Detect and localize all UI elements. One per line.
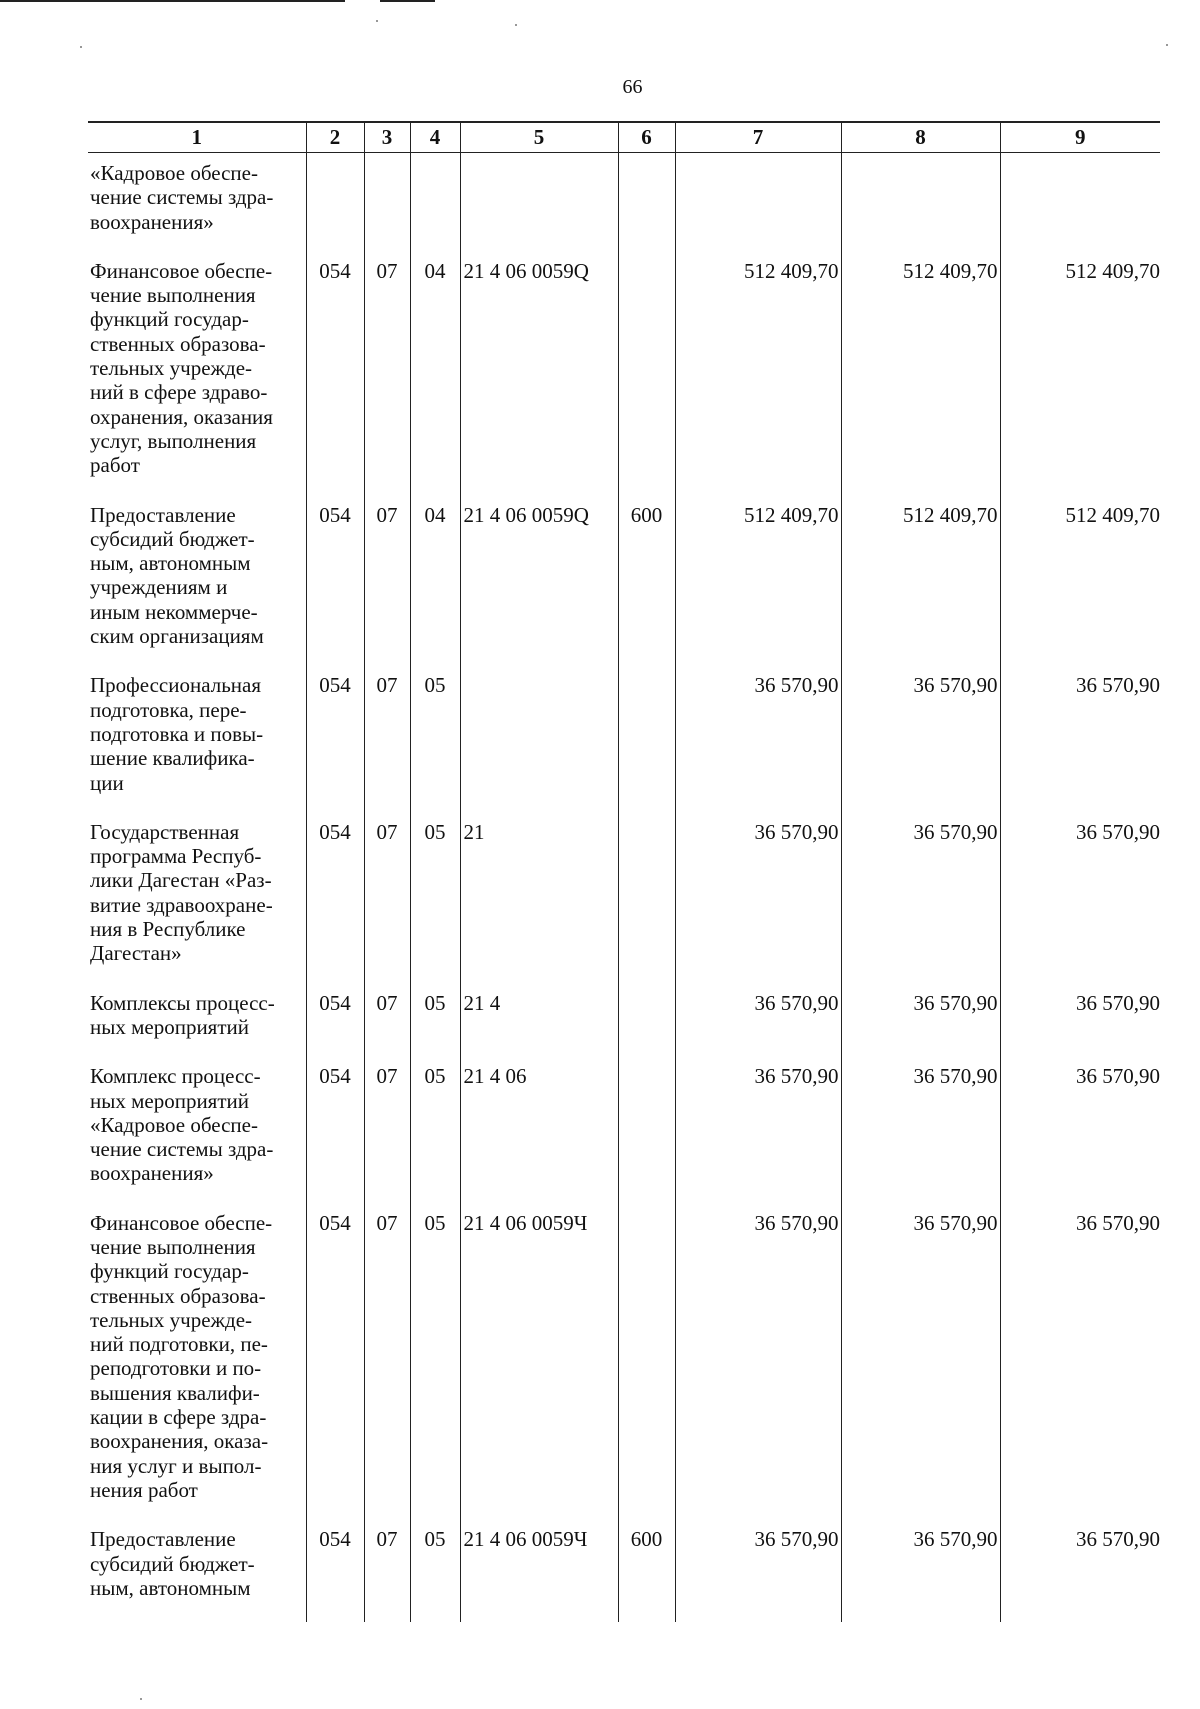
ministry-code: 054	[306, 1524, 364, 1622]
item-name: Комплексы процесс- ных мероприятий	[88, 988, 306, 1062]
target-article-code: 21 4 06 0059Q	[460, 500, 618, 671]
table-row	[88, 256, 1160, 500]
section-code: 07	[364, 988, 410, 1062]
subsection-code	[410, 153, 460, 256]
ministry-code: 054	[306, 256, 364, 500]
subsection-code: 04	[410, 256, 460, 500]
subsection-code: 05	[410, 670, 460, 816]
amount-year-1: 512 409,70	[675, 500, 841, 671]
amount-year-3: 36 570,90	[1000, 670, 1160, 816]
ministry-code: 054	[306, 988, 364, 1062]
item-name: Финансовое обеспе- чение выполнения функций государ- ственных образова- тельных учрежде- ний в сфере здраво- охранения, оказания услуг, выполнения работ	[88, 256, 306, 500]
scan-edge-line	[0, 0, 345, 2]
table-row	[88, 153, 1160, 256]
amount-year-1: 36 570,90	[675, 817, 841, 988]
target-article-code: 21	[460, 817, 618, 988]
amount-year-2: 36 570,90	[841, 1061, 1000, 1207]
amount-year-1: 512 409,70	[675, 256, 841, 500]
section-code: 07	[364, 256, 410, 500]
expense-type-code: 600	[618, 500, 675, 671]
table-row	[88, 988, 1160, 1062]
column-header: 6	[618, 122, 675, 153]
amount-year-2: 512 409,70	[841, 256, 1000, 500]
amount-year-3: 36 570,90	[1000, 1524, 1160, 1622]
table-row	[88, 1524, 1160, 1622]
subsection-code: 05	[410, 988, 460, 1062]
expense-type-code	[618, 153, 675, 256]
amount-year-3: 36 570,90	[1000, 1061, 1160, 1207]
section-code: 07	[364, 500, 410, 671]
column-header: 3	[364, 122, 410, 153]
amount-year-3: 36 570,90	[1000, 988, 1160, 1062]
item-name: Комплекс процесс- ных мероприятий «Кадровое обеспе- чение системы здра- воохранения»	[88, 1061, 306, 1207]
subsection-code: 04	[410, 500, 460, 671]
amount-year-3: 512 409,70	[1000, 500, 1160, 671]
item-name: Финансовое обеспе- чение выполнения функций государ- ственных образова- тельных учрежде- ний подготовки, пе- реподготовки и по- вышения квалифи- кации в сфере здра- воохранения, оказа- ния услуг и выпол- нения работ	[88, 1208, 306, 1525]
item-name: Профессиональная подготовка, пере- подготовка и повы- шение квалифика- ции	[88, 670, 306, 816]
scan-speck	[80, 46, 82, 48]
expense-type-code	[618, 988, 675, 1062]
expense-type-code	[618, 817, 675, 988]
scan-edge-line	[380, 0, 435, 2]
amount-year-2: 512 409,70	[841, 500, 1000, 671]
table-row	[88, 817, 1160, 988]
amount-year-2: 36 570,90	[841, 817, 1000, 988]
amount-year-1: 36 570,90	[675, 1061, 841, 1207]
ministry-code: 054	[306, 500, 364, 671]
amount-year-2: 36 570,90	[841, 988, 1000, 1062]
target-article-code	[460, 153, 618, 256]
amount-year-2: 36 570,90	[841, 1524, 1000, 1622]
subsection-code: 05	[410, 1524, 460, 1622]
amount-year-1	[675, 153, 841, 256]
scan-speck	[376, 20, 378, 22]
table-body	[88, 153, 1160, 1623]
ministry-code: 054	[306, 817, 364, 988]
amount-year-2: 36 570,90	[841, 1208, 1000, 1525]
table-row	[88, 500, 1160, 671]
expense-type-code: 600	[618, 1524, 675, 1622]
expense-type-code	[618, 256, 675, 500]
scan-speck	[1166, 44, 1168, 46]
table-row	[88, 670, 1160, 816]
column-header: 4	[410, 122, 460, 153]
scan-speck	[515, 24, 517, 26]
target-article-code: 21 4	[460, 988, 618, 1062]
amount-year-1: 36 570,90	[675, 988, 841, 1062]
ministry-code: 054	[306, 670, 364, 816]
table-row	[88, 1208, 1160, 1525]
target-article-code: 21 4 06 0059Ч	[460, 1524, 618, 1622]
item-name: Предоставление субсидий бюджет- ным, автономным	[88, 1524, 306, 1622]
page-number: 66	[622, 76, 643, 98]
ministry-code	[306, 153, 364, 256]
column-header: 8	[841, 122, 1000, 153]
amount-year-3: 36 570,90	[1000, 817, 1160, 988]
column-header: 5	[460, 122, 618, 153]
subsection-code: 05	[410, 1208, 460, 1525]
scan-speck	[140, 1698, 142, 1700]
section-code	[364, 153, 410, 256]
header-row	[88, 122, 1160, 153]
section-code: 07	[364, 1061, 410, 1207]
ministry-code: 054	[306, 1208, 364, 1525]
amount-year-3: 512 409,70	[1000, 256, 1160, 500]
amount-year-3	[1000, 153, 1160, 256]
amount-year-2: 36 570,90	[841, 670, 1000, 816]
amount-year-1: 36 570,90	[675, 1524, 841, 1622]
amount-year-3: 36 570,90	[1000, 1208, 1160, 1525]
amount-year-1: 36 570,90	[675, 670, 841, 816]
item-name: Государственная программа Респуб- лики Дагестан «Раз- витие здравоохране- ния в Республике Дагестан»	[88, 817, 306, 988]
amount-year-2	[841, 153, 1000, 256]
expense-type-code	[618, 670, 675, 816]
section-code: 07	[364, 1208, 410, 1525]
column-header: 7	[675, 122, 841, 153]
section-code: 07	[364, 817, 410, 988]
target-article-code: 21 4 06 0059Q	[460, 256, 618, 500]
target-article-code	[460, 670, 618, 816]
section-code: 07	[364, 1524, 410, 1622]
expense-type-code	[618, 1061, 675, 1207]
item-name: «Кадровое обеспе- чение системы здра- воохранения»	[88, 153, 306, 256]
budget-table	[88, 121, 1160, 1622]
section-code: 07	[364, 670, 410, 816]
target-article-code: 21 4 06	[460, 1061, 618, 1207]
subsection-code: 05	[410, 1061, 460, 1207]
expense-type-code	[618, 1208, 675, 1525]
ministry-code: 054	[306, 1061, 364, 1207]
item-name: Предоставление субсидий бюджет- ным, автономным учреждениям и иным некоммерче- ским организациям	[88, 500, 306, 671]
column-header: 9	[1000, 122, 1160, 153]
table-row	[88, 1061, 1160, 1207]
subsection-code: 05	[410, 817, 460, 988]
amount-year-1: 36 570,90	[675, 1208, 841, 1525]
target-article-code: 21 4 06 0059Ч	[460, 1208, 618, 1525]
column-header: 2	[306, 122, 364, 153]
column-header: 1	[88, 122, 306, 153]
